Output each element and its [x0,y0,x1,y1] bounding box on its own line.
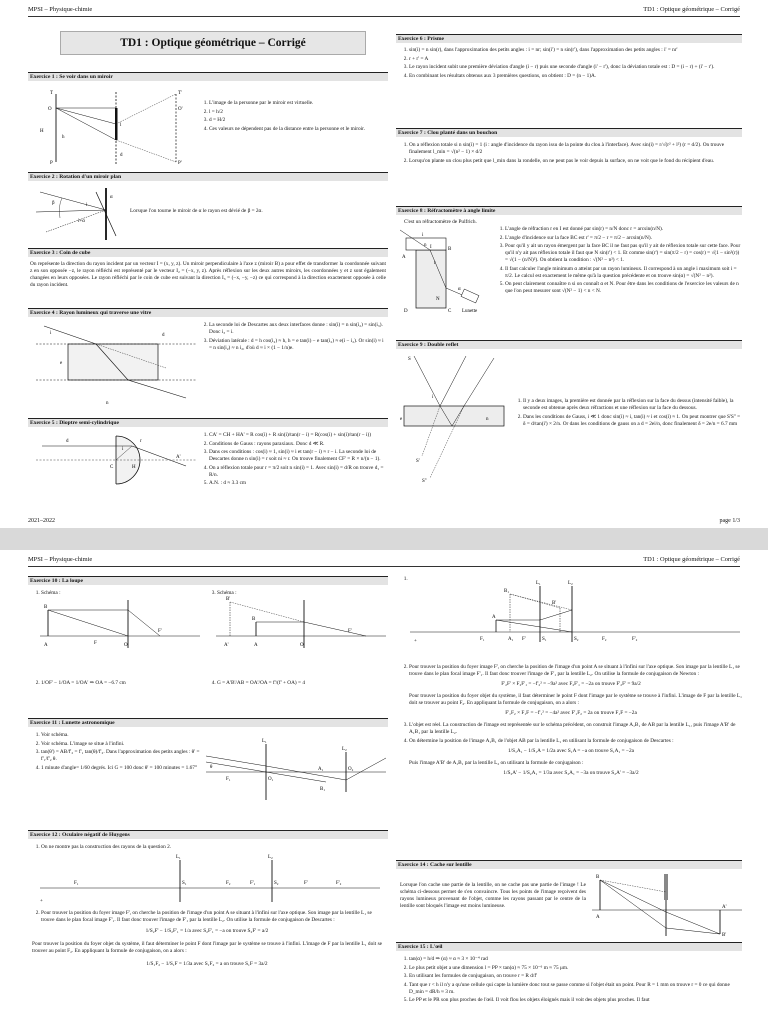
ex1-label-O-prime: O' [178,107,183,112]
ex13-label-L1: L₁ [536,581,541,586]
ex7-heading: Exercice 7 : Clou planté dans un bouchon [396,128,742,137]
ex8-label-A: A [402,255,406,260]
ex1-label-P: P [50,161,53,166]
ex12-label-F1-prime: F'₁ [250,881,256,886]
ex5-answer-5: 5. A.N. : d ≈ 3.3 cm [209,480,386,487]
ex5-answer-3: 3. Dans ces conditions : cos(i) ≈ 1, sin(i) ≈ i et tan(r − i) ≈ r − i. La seconde loi de Descartes donne n sin(i) = r soit ni ≈ r. On trouve finalement CF' = R × n/(n − 1). [209,449,386,463]
ex5-answer-4: 4. On a réflexion totale pour r = π/2 soit n sin(i) = 1. Avec sin(i) = d/R on trouve d₁ = R/n. [209,465,386,479]
ex1-answer-1: 1. L'image de la personne par le miroir est virtuelle. [209,100,386,107]
ex3-heading: Exercice 3 : Coin de cube [28,248,388,257]
ex15-answer-5: 5. Le PP et le PR son plus proches de l'œil. Il voit flou les objets éloignés mais il voit des objets plus proches. Il faut [409,997,742,1004]
ex6-answer-1: 1. sin(i) = n sin(r), dans l'approximation des petits angles : i = nr; sin(i') = n sin(r'), dans l'approximation des petits angles : i' = nr' [409,47,740,54]
ex9-figure [400,352,510,484]
ex13-figure [410,580,740,646]
ex5-answer-1: 1. CA' = CH + HA' = R cos(i) + R sin(i)/tan(r − i) = R(cos(i) + sin(i)/tan(r − i)) [209,432,386,439]
ex13-label-A: A [492,615,496,620]
ex10-answer-2 [208,590,268,599]
ex13-formula-3: 1/S₁A₁ − 1/S₁A = 1/2a avec S₁A = −a on trouve S₁A₁ = −2a [508,747,634,754]
ex9-answer-1: 1. Il y a deux images, la première est donnée par la réflexion sur la face du dessus (intensité faible), la seconde est obtenue après deux réfractions et une réflexion sur la face du dessous. [523,398,742,412]
ex12-label-F1: F₁ [74,881,79,886]
ex12-answers-rest [32,910,382,968]
ex6-heading: Exercice 6 : Prisme [396,34,742,43]
ex10-figure-1 [40,600,200,650]
ex12-label-L1: L₁ [176,855,181,860]
ex13-label-F-prime: F' [522,637,526,642]
page-2-header-right: TD1 : Optique géométrique – Corrigé [643,556,740,563]
ex10-answer-1 [32,590,92,599]
ex8-label-alpha: α [458,287,461,292]
ex10-answer-3 [32,680,202,689]
ex5-heading: Exercice 5 : Dioptre semi-cylindrique [28,418,388,427]
ex2-label-alpha: α [110,195,113,200]
ex8-answer-2: 2. L'angle d'incidence sur la face BC est r' = π/2 − r = π/2 − arcsin(n/N). [505,235,742,242]
ex4-label-i: i [50,331,52,336]
ex10-label-A-2: A [254,643,258,648]
ex11-figure [206,738,386,808]
page-footer [28,518,740,524]
ex10-label-F: F [94,641,97,646]
ex10-label-F-prime: F' [158,629,162,634]
ex13-answer-4: 4. On détermine la position de l'image A₁B₁ de l'objet AB par la lentille L₁ en utilisant la formule de conjugaison de Descartes : [409,738,742,745]
ex12-text-3: Pour trouver la position du foyer objet du système, il faut déterminer le point F dont l'image par le système se trouve à l'infini. L'image de F par la lentille L₁ doit se trouver au point F₂. En appliquant la formule de conjugaison, on a alors : [32,941,382,954]
page-2-header [28,556,740,567]
ex14-text: Lorsque l'on cache une partie de la lentille, on ne cache pas une partie de l'image ! Le schéma ci-dessous permet de s'en convaincre. Tous les points de l'image reçoivent des rayons lumineux provenant de l'objet, comme les rayons passant par le centre de la lentille sont bloqués l'image est moins lumineuse. [400,882,586,909]
ex1-label-H: H [40,129,44,134]
ex8-figure [400,228,484,320]
ex13-answer-3: 3. L'objet est réel. La construction de l'image est représentée sur le schéma précédent, on construit l'image A₁B₁ de AB par la lentille L₁, puis l'image A'B' de A₁B₁ par la lentille L₂. [409,722,742,736]
ex13-text-3: Pour trouver la position du foyer objet du système, il faut déterminer le point F dont l'image par le système se trouve à l'infini. L'image de F par la lentille L₁ doit se trouver au point F₂. En appliquant la formule de conjugaison, on a alors : [409,693,742,706]
ex10-answer-4-text: 4. G = A'B'/AB = OA'/OA = f'/(f' + OA) = 4 [217,680,386,687]
ex8-answer-4: 4. Il faut calculer l'angle minimum α atteint par un rayon lumineux. Il correspond à un angle i maximum soit i = π/2. Le calcul est exactement le même qu'à la question précédente et on trouve sin(α) = √(N² − n²). [505,266,742,280]
ex4-answer-2: 2. La seconde loi de Descartes aux deux interfaces donne : sin(i) = n sin(i₂) = sin(i₃). Donc i₃ = i. [209,322,386,336]
ex10-label-A: A [44,643,48,648]
ex15-answers [400,956,742,1006]
ex14-label-B-prime: B' [722,933,727,938]
ex9-label-n: n [486,417,489,422]
ex5-label-i: i [122,447,124,452]
ex2-label-i-alpha: i+α [78,219,85,224]
ex13-label-S2: S₂ [574,637,579,642]
ex10-answer-1-text: 1. Schéma : [41,590,92,597]
ex13-formula-2: F'₁F₂ × F₁F = −f'₁² = −4a² avec F'₁F₂ = 2a on trouve F₁F = −2a [505,710,637,716]
ex5-label-C: C [110,465,114,470]
ex4-label-d: d [162,333,165,338]
ex12-heading: Exercice 12 : Oculaire négatif de Huygens [28,830,388,839]
ex8-label-lunette: Lunette [462,309,478,314]
header-left: MPSI – Physique-chimie [28,6,93,13]
ex7-answers [400,142,740,166]
ex2-text: Lorsque l'on tourne le miroir de α le rayon est dévié de β = 2α. [130,208,263,214]
ex13-formula-1: F'₂F' × F₂F'₁ = −f'₂² = −9a² avec F₂F'₁ = −2a on trouve F'₂F' = 9a/2 [501,681,641,687]
ex10-label-F-prime-2: F' [348,629,352,634]
ex13-text-5: Puis l'image A'B' de A₁B₁ par la lentille L₂ on utilisant la formule de conjugaison : [409,759,584,766]
ex9-heading: Exercice 9 : Double reflet [396,340,742,349]
ex9-label-S: S [408,357,411,362]
ex10-answer-2-text: 3. Schéma : [217,590,268,597]
ex15-answer-2: 2. Le plus petit objet a une dimension l = PP × tan(α) ≈ 75 × 10⁻⁶ m ≈ 75 μm. [409,965,742,972]
ex1-answer-3: 3. d = H/2 [209,117,386,124]
ex11-label-F1: F₁ [226,777,231,782]
ex6-answer-2: 2. r + r' = A [409,56,740,63]
ex12-label-F-prime: F' [304,881,308,886]
ex6-answer-3: 3. Le rayon incident subit une première déviation d'angle (i − r) puis une seconde d'angle (i' − r'), donc la déviation totale est : D = (i − r) + (i' − r'). [409,64,740,71]
ex9-label-i: i [432,395,434,400]
ex8-label-N: N [436,297,440,302]
ex1-label-O: O [48,107,52,112]
ex1-label-T: T [50,91,54,96]
ex14-heading: Exercice 14 : Cache sur lentille [396,860,742,869]
ex8-heading: Exercice 8 : Réfractomètre à angle limite [396,206,742,215]
ex13-label-F1: F₁ [480,637,485,642]
ex5-label-d: d [66,439,69,444]
ex1-label-T-prime: T' [178,91,182,96]
ex8-label-C: C [448,309,452,314]
ex11-answer-1: 1. Voir schéma. [41,732,202,739]
ex1-label-d: d [120,153,123,158]
ex1-label-P-prime: P' [178,161,182,166]
ex4-figure [36,320,196,406]
ex7-answer-1: 1. On a réflexion totale si n sin(i) = 1 (i : angle d'incidence du rayon issu de la pointe du clou à l'interface). Avec sin(i) = r/√(r² + l²) (r = d/2). On trouve finalement l_min = √(n² − 1) × d/2 [409,142,740,156]
ex11-answer-3: 3. tan(θ') = AB/f'₂ = f'₁ tan(θ)/f'₂. Dans l'approximation des petits angles : θ' = f'₁/f'₂ θ. [41,749,202,763]
ex11-answer-2: 2. Voir schéma. L'image se situe à l'infini. [41,741,202,748]
footer-right: page 1/3 [719,518,740,524]
ex12-label-F2: F₂ [226,881,231,886]
ex5-label-r: r [140,439,142,444]
ex4-label-n: n [106,401,109,406]
ex13-label-S1: S₁ [542,637,547,642]
ex11-label-A1: A₁ [318,767,324,772]
ex13-answer-2: 2. Pour trouver la position du foyer image F', on cherche la position de l'image d'un point A se situant à l'infini sur l'axe optique. Son image par la lentille L₁ se trouve dans le plan focal image F'₁. Il faut donc trouver l'image de F'₁ par la lentille L₂. On utilise la formule de conjugaison de Newton : [409,664,742,678]
ex8-answers [496,226,742,297]
ex13-label-L2: L₂ [568,581,573,586]
ex5-figure [36,430,196,490]
ex4-label-e: e [60,361,63,366]
ex14-figure [592,872,742,938]
ex1-answer-2: 2. l = h/2 [209,109,386,116]
page-header [28,6,740,17]
ex11-label-theta: θ [210,765,213,770]
ex11-answers [32,732,202,773]
ex10-label-O: O [124,643,128,648]
ex6-answers [400,47,740,81]
ex12-label-L2: L₂ [268,855,273,860]
ex9-label-S-prime: S' [416,459,420,464]
ex5-answer-2: 2. Conditions de Gauss : rayons paraxiaux. Donc d ≪ R. [209,441,386,448]
ex8-answer-1: 1. L'angle de réfraction r en I est donné par sin(r) = n/N donc r = arcsin(n/N). [505,226,742,233]
ex12-answer-2: 2. Pour trouver la position du foyer image F', on cherche la position de l'image d'un point A se situant à l'infini sur l'axe optique. Son image par la lentille L₁ se trouve dans le plan focal image F'₁. Il faut donc trouver l'image de F'₁ par la lentille L₂. On utilise la formule de conjugaison de Descartes : [41,910,382,924]
ex8-label-i: i [422,233,424,238]
ex5-label-H: H [132,465,136,470]
ex10-answer-4 [208,680,386,689]
ex12-formula-1: 1/S₂F' − 1/S₂F'₁ = 1/a avec S₂F'₁ = −a on trouve S₂F' = a/2 [145,928,269,934]
ex5-answers [200,432,386,489]
ex13-label-F2-prime: F'₂ [632,637,638,642]
ex14-label-A: A [596,915,600,920]
ex11-label-L1: L₁ [262,739,267,744]
page-title: TD1 : Optique géométrique – Corrigé [60,31,366,55]
ex11-label-O2: O₂ [348,767,354,772]
ex11-label-B1: B₁ [320,787,326,792]
ex12-label-S2: S₂ [274,881,279,886]
ex1-heading: Exercice 1 : Se voir dans un miroir [28,72,388,81]
ex4-heading: Exercice 4 : Rayon lumineux qui traverse une vitre [28,308,388,317]
ex1-answer-4: 4. Ces valeurs ne dépendent pas de la distance entre la personne et le miroir. [209,126,386,133]
ex12-label-F2-prime: F'₂ [336,881,342,886]
ex10-label-B-2: B [252,617,256,622]
ex8-label-D: D [404,309,408,314]
ex10-figure-2 [216,597,386,650]
page-2-header-left: MPSI – Physique-chimie [28,556,93,563]
ex13-label-B1: B₁ [504,589,510,594]
ex11-answer-4: 4. 1 minute d'angle= 1/60 degrés. Ici G = 100 donc θ' = 100 minutes = 1.67° [41,765,202,772]
ex12-formula-2: 1/S₁F₂ − 1/S₁F = 1/3a avec S₁F₂ = a on trouve S₁F = 3a/2 [146,961,268,967]
ex10-answer-3-text: 2. 1/OF' − 1/OA = 1/OA' ⇒ OA = −6.7 cm [41,680,202,687]
ex9-label-S-double-prime: S'' [422,479,427,484]
ex12-figure [40,856,380,906]
ex15-answer-4: 4. Tant que r < h il n'y a qu'une cellule qui capte la lumière donc tout se passe comme si l'objet était un point. Pour R = 1 mm on trouve r = 0 ce qui donne D_min = dR/h ≈ 3 m. [409,982,742,996]
ex13-answers [400,664,742,777]
footer-left: 2021–2022 [28,518,55,524]
ex4-answer-3: 3. Déviation latérale : d = h cos(i₂) ≈ h, h = e tan(i) − e tan(i₂) ≈ e(i − i₂). Or sin(i) ≈ i = n sin(i₂) ≈ n i₂, d'où d ≈ i × (1 − 1/n)e. [209,338,386,352]
ex15-answer-3: 3. En utilisant les formules de conjugaison, on trouve r = R d/f' [409,973,742,980]
ex8-label-n: n [424,243,427,248]
ex9-answers [514,398,742,429]
ex8-label-B: B [448,247,452,252]
ex1-figure [36,86,196,170]
page-2 [0,550,768,1024]
ex2-label-i: i [86,203,88,208]
ex5-label-A-prime: A' [176,455,181,460]
ex11-heading: Exercice 11 : Lunette astronomique [28,718,388,727]
ex10-label-O-2: O [300,643,304,648]
ex4-answers [200,322,386,353]
ex14-label-A-prime: A' [722,905,727,910]
ex2-label-beta: β [52,201,55,206]
ex8-intro: C'est un réfractomètre de Pulfrich. [404,219,477,225]
ex7-answer-2: 2. Lorsqu'on plante un clou plus petit que l_min dans la rondelle, on ne peut pas le voir depuis la surface, on ne voit que le fond du récipient d'eau. [409,158,740,165]
ex13-label-B-prime: B' [552,601,557,606]
ex8-answer-3: 3. Pour qu'il y ait un rayon émergent par la face BC il ne faut pas qu'il y ait de réflexion totale sur cette face. Pour qu'il n'y ait pas réflexion totale il faut que N sin(r') < 1. Et comme sin(r') = sin(π/2 − r) = cos(r) = √(1 − sin²(r)) = √(1 − (n/N)²). On obtient la condition : √(N² − n²) < 1. [505,243,742,264]
ex13-formula-4: 1/S₂A' − 1/S₂A₁ = 1/3a avec S₂A₁ = −3a on trouve S₂A' = −3a/2 [503,769,639,776]
ex9-answer-2: 2. Dans les conditions de Gauss, i ≪ 1 donc sin(i) ≈ i, tan(i) ≈ i et cos(i) ≈ 1. On peut montrer que S'S'' = δ = d/tan(i') × 2/n. Or dans les conditions de gauss on a d = 2ei/n, donc finalement δ = 2e/n = 6.7 mm [523,414,742,428]
header-right: TD1 : Optique géométrique – Corrigé [643,6,740,13]
ex11-label-O1: O₁ [268,777,274,782]
ex12-label-plus: + [40,899,43,904]
ex12-label-S1: S₁ [182,881,187,886]
ex15-heading: Exercice 15 : L'œil [396,942,742,951]
ex8-label-I: I [430,245,432,250]
ex13-label-plus: + [414,639,417,644]
ex13-label-A1: A₁ [508,637,514,642]
ex8-answer-5: 5. On peut clairement connaître n si on connaît α et N. Pour être dans les conditions de l'exercice les valeurs de n que l'on peut mesurer sont √(N² − 1) < n < N. [505,281,742,295]
ex12-answer-1-text: 1. On ne montre pas la construction des rayons de la question 2. [41,844,382,851]
ex14-label-B: B [596,875,600,880]
ex10-label-A-prime: A' [224,643,229,648]
ex10-heading: Exercice 10 : La loupe [28,576,388,585]
ex15-answer-1: 1. tan(α) = h/d ⇒ (α) ≈ α ≈ 3 × 10⁻⁴ rad [409,956,742,963]
ex2-heading: Exercice 2 : Rotation d'un miroir plan [28,172,388,181]
ex1-label-h: h [62,135,65,140]
ex13-label-F2: F₂ [602,637,607,642]
ex1-label-l: l [120,123,122,128]
page-separator [0,528,768,550]
ex9-label-e: e [400,417,403,422]
ex8-label-r: r [434,261,436,266]
ex10-label-B: B [44,605,48,610]
ex6-answer-4: 4. En combinant les résultats obtenus aux 3 premières questions, on obtient : D = (n − 1)A. [409,73,740,80]
ex2-figure [36,184,126,242]
ex11-label-L2: L₂ [342,747,347,752]
ex3-text: On représente la direction du rayon incident par un vecteur I = (x, y, z). Un miroir perpendiculaire à l'axe z (miroir B) a pour effet de transformer la coordonnée suivant z en son opposée −z, le rayon réfléchi est représenté par le vecteur I₂ = (−x, y, z). Après réflexion sur les deux autres miroirs, les coordonnées y et z sont également changées en leurs opposées. Le rayon réfléchi par le coin de cube est suivant la direction I₃ = (−x, −y, −z) ce qui correspond à la direction exactement opposée à celle du rayon incident. [30,261,386,288]
ex12-answer-1 [32,844,382,853]
ex10-label-B-prime: B' [226,597,231,602]
ex1-answers [200,100,386,134]
